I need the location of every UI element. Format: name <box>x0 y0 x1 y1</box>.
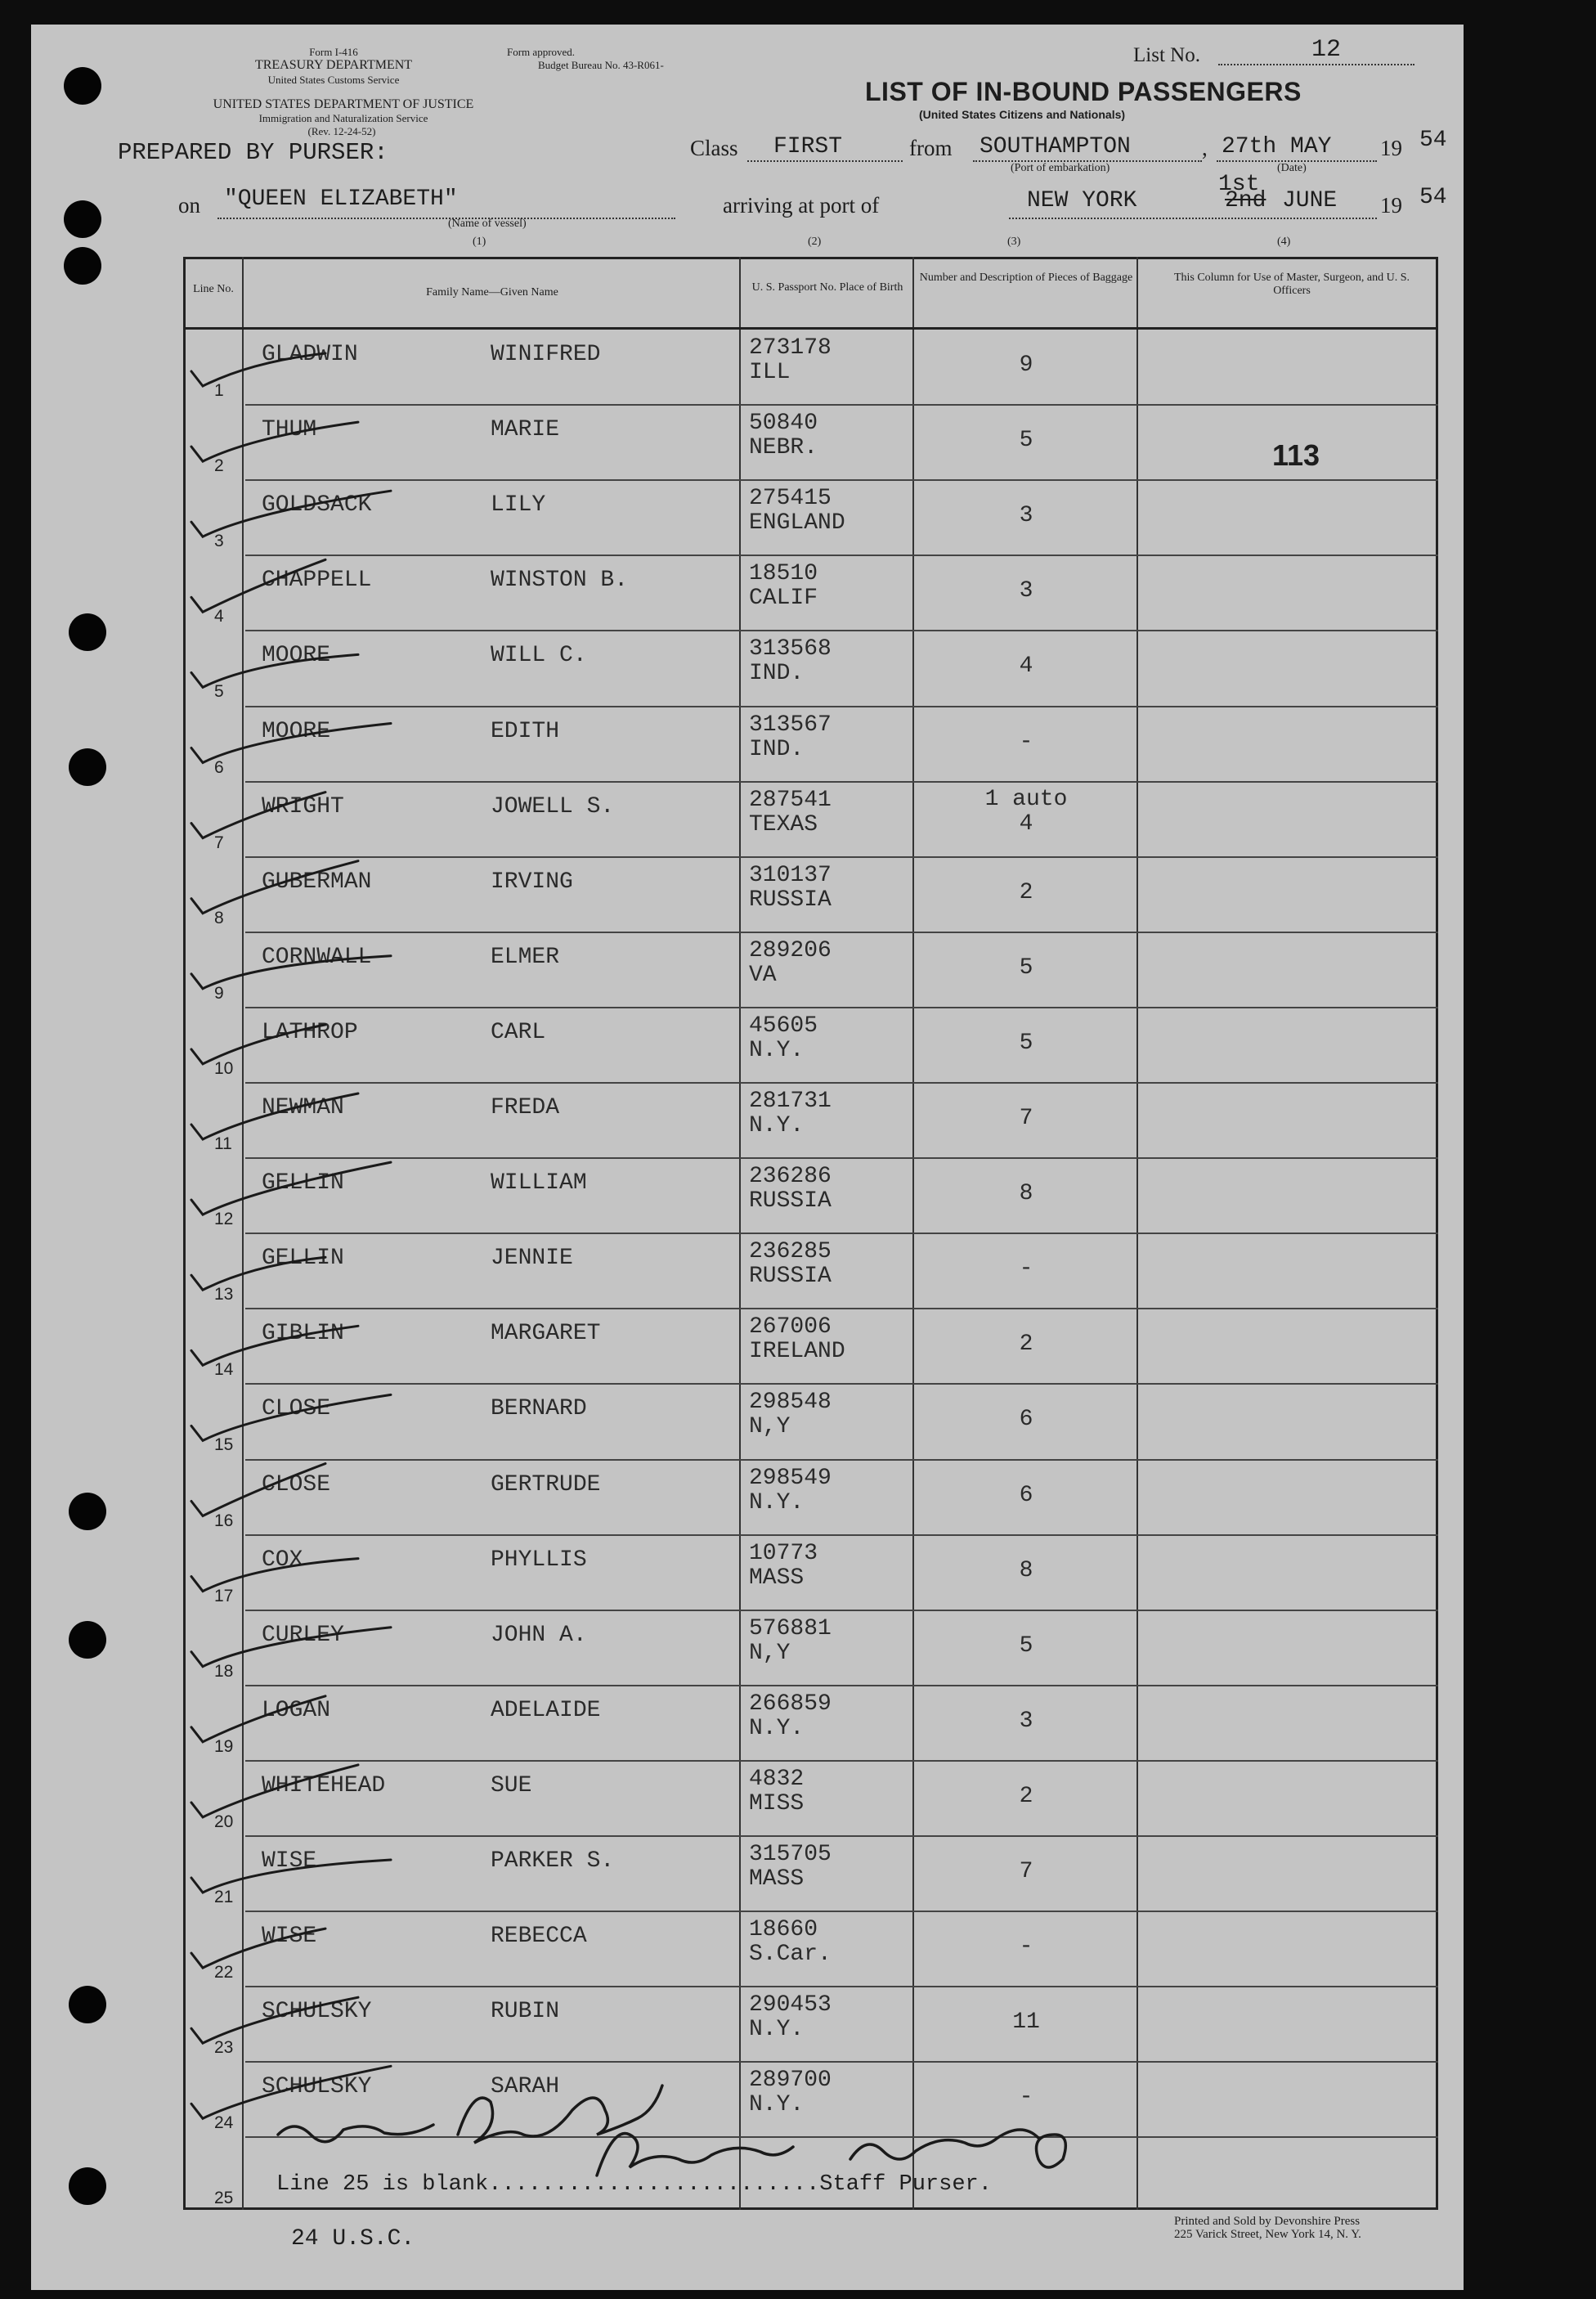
check-mark <box>191 491 391 537</box>
place-of-birth: TEXAS <box>749 811 818 837</box>
passport-number: 275415 <box>749 486 832 512</box>
line-number: 2 <box>214 456 224 476</box>
given-name: MARIE <box>491 417 560 443</box>
budget-bureau: Budget Bureau No. 43-R061- <box>538 59 664 71</box>
family-name: COX <box>262 1547 303 1573</box>
family-name: LATHROP <box>262 1019 358 1045</box>
vessel-name: "QUEEN ELIZABETH" <box>224 186 458 212</box>
line-number: 9 <box>214 983 224 1003</box>
col-name: Family Name—Given Name <box>426 286 558 299</box>
passport-number: 50840 <box>749 411 818 437</box>
baggage-count: 3 <box>1019 1708 1033 1734</box>
usc-reference: 24 U.S.C. <box>291 2226 415 2252</box>
line-number: 7 <box>214 833 224 852</box>
passport-number: 18510 <box>749 561 818 587</box>
comma: , <box>1202 136 1208 160</box>
arrival-date-correction: 1st <box>1218 172 1260 197</box>
line-number: 16 <box>214 1511 234 1530</box>
officer-note: 113 <box>1272 438 1320 472</box>
given-name: IRVING <box>491 869 573 895</box>
column-number-2: (2) <box>808 236 822 248</box>
family-name: CORNWALL <box>262 944 372 970</box>
baggage-count: 2 <box>1019 1783 1033 1809</box>
given-name: RUBIN <box>491 1999 560 2025</box>
port-of-embarkation: SOUTHAMPTON <box>980 134 1131 159</box>
given-name: MARGARET <box>491 1321 601 1347</box>
given-name: WINIFRED <box>491 342 601 367</box>
place-of-birth: N,Y <box>749 1640 791 1666</box>
passport-number: 273178 <box>749 335 832 361</box>
baggage-count: 2 <box>1019 1331 1033 1358</box>
embark-date: 27th MAY <box>1222 134 1332 159</box>
list-no-label: List No. <box>1133 44 1200 66</box>
col-baggage: Number and Description of Pieces of Baggage <box>919 272 1133 284</box>
family-name: WHITEHEAD <box>262 1772 386 1798</box>
place-of-birth: RUSSIA <box>749 887 832 913</box>
passport-number: 313568 <box>749 636 832 662</box>
line-number: 14 <box>214 1360 234 1380</box>
given-name: GERTRUDE <box>491 1471 601 1497</box>
family-name: CLOSE <box>262 1396 331 1422</box>
baggage-count: 8 <box>1019 1557 1033 1583</box>
place-of-birth: N.Y. <box>749 1489 805 1515</box>
line-number: 5 <box>214 682 224 702</box>
family-name: SCHULSKY <box>262 2074 372 2100</box>
line-number: 1 <box>214 381 224 400</box>
place-of-birth: N.Y. <box>749 1037 805 1063</box>
arrival-date-struck: 2nd <box>1225 188 1266 213</box>
given-name: EDITH <box>491 718 560 744</box>
passport-number: 281731 <box>749 1089 832 1114</box>
printer-line-2: 225 Varick Street, New York 14, N. Y. <box>1174 2228 1361 2241</box>
line-number: 21 <box>214 1888 234 1906</box>
col-officers: This Column for Use of Master, Surgeon, and U. S. Officers <box>1173 272 1410 297</box>
line-number: 13 <box>214 1285 234 1304</box>
line-number: 25 <box>214 2189 234 2208</box>
check-mark <box>191 1559 358 1592</box>
family-name: MOORE <box>262 718 331 744</box>
on-label: on <box>178 193 200 218</box>
form-approved: Form approved. <box>507 46 576 58</box>
class-label: Class <box>690 136 738 160</box>
col-line-no: Line No. <box>193 283 234 295</box>
passport-number: 4832 <box>749 1766 805 1792</box>
line-number: 3 <box>214 532 224 551</box>
check-mark <box>191 1860 391 1893</box>
check-mark <box>191 1765 358 1817</box>
arriving-label: arriving at port of <box>723 193 880 218</box>
place-of-birth: ILL <box>749 360 791 385</box>
line-number: 4 <box>214 607 224 626</box>
given-name: PARKER S. <box>491 1848 615 1874</box>
place-of-birth: N.Y. <box>749 2092 805 2118</box>
place-of-birth: ENGLAND <box>749 510 845 537</box>
check-mark <box>191 422 358 461</box>
place-of-birth: N.Y. <box>749 1113 805 1138</box>
line-number: 19 <box>214 1736 234 1756</box>
check-mark <box>191 1628 391 1667</box>
passport-number: 289206 <box>749 937 832 963</box>
department: TREASURY DEPARTMENT <box>254 58 413 72</box>
column-number-4: (4) <box>1277 236 1291 248</box>
line-number: 18 <box>214 1661 234 1681</box>
customs-service: United States Customs Service <box>267 74 400 86</box>
given-name: WILLIAM <box>491 1170 587 1197</box>
place-of-birth: RUSSIA <box>749 1264 832 1290</box>
family-name: CLOSE <box>262 1471 331 1497</box>
family-name: SCHULSKY <box>262 1999 372 2025</box>
passport-number: 313567 <box>749 712 832 738</box>
given-name: JOHN A. <box>491 1622 587 1648</box>
place-of-birth: IND. <box>749 661 805 687</box>
family-name: GELLIN <box>262 1246 344 1272</box>
baggage-count: 1 auto 4 <box>984 786 1068 837</box>
family-name: GIBLIN <box>262 1321 344 1347</box>
baggage-count: 3 <box>1019 503 1033 529</box>
place-of-birth: IRELAND <box>749 1339 845 1365</box>
baggage-count: 4 <box>1019 653 1033 680</box>
year-prefix-1: 19 <box>1380 136 1402 160</box>
signature-scrawl <box>278 2086 1065 2176</box>
check-mark <box>191 1257 325 1290</box>
place-of-birth: N.Y. <box>749 2017 805 2043</box>
check-mark <box>191 956 391 989</box>
place-of-birth: MISS <box>749 1790 805 1816</box>
passport-number: 290453 <box>749 1992 832 2018</box>
place-of-birth: NEBR. <box>749 435 818 461</box>
given-name: SARAH <box>491 2074 560 2100</box>
check-mark <box>191 559 325 612</box>
line-number: 10 <box>214 1058 234 1078</box>
check-mark <box>191 1696 325 1742</box>
baggage-count: 7 <box>1019 1106 1033 1131</box>
line-number: 11 <box>214 1134 232 1153</box>
given-name: ELMER <box>491 944 560 970</box>
place-of-birth: MASS <box>749 1565 805 1591</box>
place-of-birth: N,Y <box>749 1414 791 1440</box>
place-of-birth: VA <box>749 962 777 988</box>
baggage-count: 8 <box>1019 1181 1033 1207</box>
baggage-count: - <box>1019 1934 1033 1960</box>
family-name: MOORE <box>262 643 331 669</box>
baggage-count: 5 <box>1019 1030 1033 1056</box>
passport-number: 267006 <box>749 1314 832 1340</box>
given-name: JOWELL S. <box>491 793 615 819</box>
ins-service: Immigration and Naturalization Service <box>258 112 428 124</box>
family-name: GOLDSACK <box>262 492 372 519</box>
page-subtitle: (United States Citizens and Nationals) <box>919 108 1126 121</box>
baggage-count: 5 <box>1019 1632 1033 1659</box>
baggage-count: 7 <box>1019 1859 1033 1884</box>
revision: (Rev. 12-24-52) <box>307 125 376 137</box>
check-mark <box>191 2066 391 2118</box>
check-mark <box>191 1093 358 1139</box>
passport-number: 289700 <box>749 2068 832 2094</box>
family-name: CHAPPELL <box>262 568 372 594</box>
form-number: Form I-416 <box>309 46 358 58</box>
line-number: 20 <box>214 1812 234 1831</box>
baggage-count: 5 <box>1019 428 1033 454</box>
baggage-count: - <box>1019 729 1033 755</box>
check-mark <box>191 1997 358 2043</box>
family-name: GLADWIN <box>262 342 358 367</box>
given-name: REBECCA <box>491 1924 587 1950</box>
year-prefix-2: 19 <box>1380 193 1402 218</box>
date-caption: (Date) <box>1277 162 1307 174</box>
given-name: WILL C. <box>491 643 587 669</box>
baggage-count: 6 <box>1019 1407 1033 1433</box>
family-name: GUBERMAN <box>262 869 372 895</box>
check-mark <box>191 793 325 838</box>
passport-number: 10773 <box>749 1540 818 1566</box>
family-name: THUM <box>262 417 317 443</box>
line25-note: Line 25 is blank.........................Staff Purser. <box>276 2172 992 2197</box>
class-value: FIRST <box>773 134 843 159</box>
place-of-birth: S.Car. <box>749 1942 832 1968</box>
passport-number: 45605 <box>749 1013 818 1039</box>
passport-number: 310137 <box>749 862 832 888</box>
passport-number: 298548 <box>749 1390 832 1416</box>
column-number-3: (3) <box>1007 236 1021 248</box>
year-1: 54 <box>1419 128 1447 153</box>
baggage-count: 11 <box>1012 2009 1040 2036</box>
justice-department: UNITED STATES DEPARTMENT OF JUSTICE <box>213 97 474 111</box>
given-name: PHYLLIS <box>491 1547 587 1573</box>
baggage-count: 3 <box>1019 578 1033 604</box>
list-no: 12 <box>1311 36 1342 64</box>
passport-number: 576881 <box>749 1615 832 1641</box>
check-mark <box>191 1025 325 1064</box>
line-number: 23 <box>214 2038 234 2058</box>
given-name: FREDA <box>491 1095 560 1120</box>
family-name: WISE <box>262 1924 317 1950</box>
given-name: BERNARD <box>491 1396 587 1422</box>
line-number: 15 <box>214 1435 234 1455</box>
check-mark <box>191 1464 325 1516</box>
baggage-count: - <box>1019 1256 1033 1282</box>
printer-line-1: Printed and Sold by Devonshire Press <box>1174 2215 1361 2228</box>
given-name: CARL <box>491 1019 546 1045</box>
baggage-count: 2 <box>1019 879 1033 905</box>
col-passport: U. S. Passport No. Place of Birth <box>751 281 903 294</box>
check-mark <box>191 1326 358 1365</box>
check-mark <box>191 724 391 763</box>
place-of-birth: IND. <box>749 736 805 762</box>
given-name: WINSTON B. <box>491 568 629 594</box>
embark-caption: (Port of embarkation) <box>1011 162 1110 174</box>
line-number: 17 <box>214 1586 234 1605</box>
baggage-count: - <box>1019 2085 1033 2111</box>
check-mark <box>191 1929 325 1968</box>
given-name: SUE <box>491 1772 532 1798</box>
place-of-birth: N.Y. <box>749 1715 805 1741</box>
line-number: 6 <box>214 757 224 777</box>
given-name: JENNIE <box>491 1246 573 1272</box>
line-number: 12 <box>214 1210 234 1229</box>
family-name: WRIGHT <box>262 793 344 819</box>
line-number: 22 <box>214 1963 234 1982</box>
check-mark <box>191 353 325 386</box>
family-name: GELLIN <box>262 1170 344 1197</box>
check-mark <box>191 654 358 687</box>
arrival-month: JUNE <box>1282 188 1338 213</box>
passport-number: 18660 <box>749 1917 818 1943</box>
family-name: WISE <box>262 1848 317 1874</box>
given-name: LILY <box>491 492 546 519</box>
place-of-birth: MASS <box>749 1866 805 1892</box>
place-of-birth: RUSSIA <box>749 1188 832 1215</box>
check-mark <box>191 1394 391 1440</box>
baggage-count: 6 <box>1019 1482 1033 1508</box>
vessel-caption: (Name of vessel) <box>448 218 527 230</box>
passport-number: 287541 <box>749 787 832 813</box>
place-of-birth: CALIF <box>749 586 818 612</box>
passport-number: 298549 <box>749 1465 832 1491</box>
passport-number: 315705 <box>749 1842 832 1867</box>
passport-number: 236286 <box>749 1164 832 1190</box>
column-number-1: (1) <box>473 236 486 248</box>
family-name: LOGAN <box>262 1697 331 1723</box>
family-name: CURLEY <box>262 1622 344 1648</box>
prepared-by: PREPARED BY PURSER: <box>118 139 388 166</box>
line-number: 24 <box>214 2113 234 2133</box>
baggage-count: 5 <box>1019 954 1033 981</box>
port-of-arrival: NEW YORK <box>1027 188 1137 213</box>
from-label: from <box>909 136 953 160</box>
baggage-count: 9 <box>1019 352 1033 378</box>
passport-number: 236285 <box>749 1239 832 1265</box>
family-name: NEWMAN <box>262 1095 344 1120</box>
given-name: ADELAIDE <box>491 1697 601 1723</box>
page-title: LIST OF IN-BOUND PASSENGERS <box>865 77 1302 106</box>
check-mark <box>191 1162 391 1215</box>
check-mark <box>191 861 358 914</box>
line-number: 8 <box>214 908 224 927</box>
year-2: 54 <box>1419 185 1447 210</box>
passport-number: 266859 <box>749 1691 832 1717</box>
